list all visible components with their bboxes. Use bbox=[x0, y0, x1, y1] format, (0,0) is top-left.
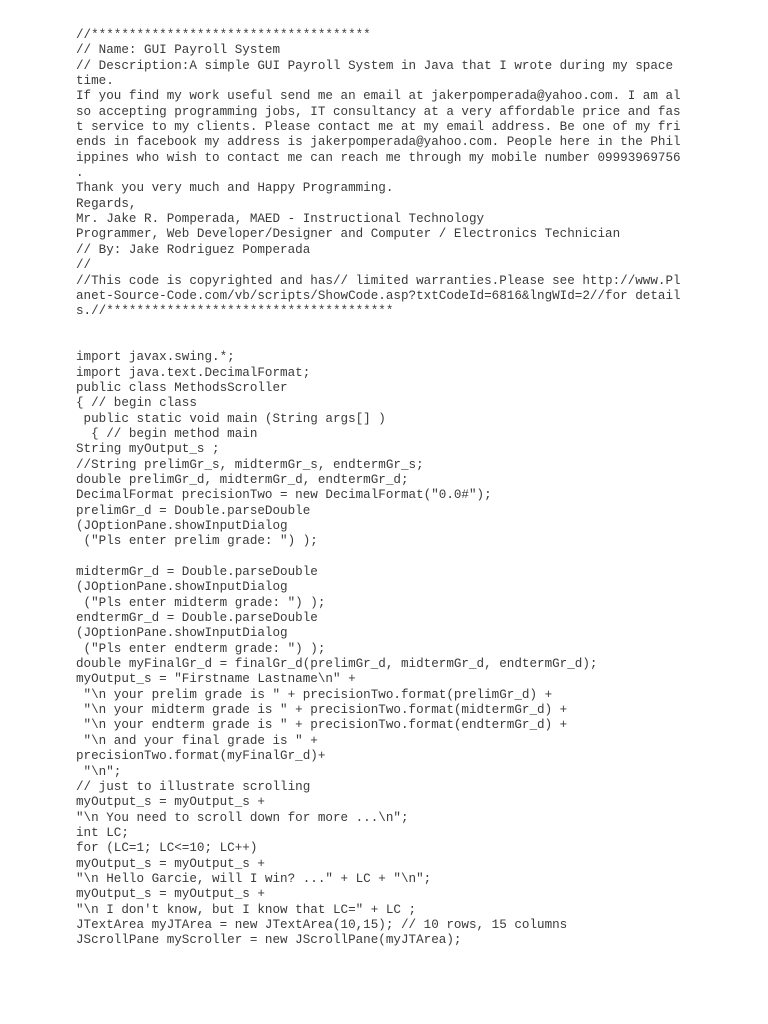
text-line: //This code is copyrighted and has// limited warranties.Please see http://www.Pl bbox=[76, 273, 681, 288]
text-line: Thank you very much and Happy Programming. bbox=[76, 181, 394, 196]
text-line: //String prelimGr_s, midtermGr_s, endtermGr_s; bbox=[76, 457, 424, 472]
text-line: public class MethodsScroller bbox=[76, 380, 288, 395]
text-line: { // begin method main bbox=[76, 426, 258, 441]
header-comment-block bbox=[76, 28, 681, 320]
text-line: ("Pls enter prelim grade: ") ); bbox=[76, 534, 318, 549]
text-line: If you find my work useful send me an email at jakerpomperada@yahoo.com. I am al bbox=[76, 89, 681, 104]
text-line: s.//************************************** bbox=[76, 304, 394, 319]
text-line: import javax.swing.*; bbox=[76, 350, 235, 365]
blank-line bbox=[76, 335, 676, 350]
text-line: int LC; bbox=[76, 825, 129, 840]
text-line: (JOptionPane.showInputDialog bbox=[76, 626, 288, 641]
text-line: t service to my clients. Please contact me at my email address. Be one of my fri bbox=[76, 120, 681, 135]
blank-line bbox=[76, 320, 676, 335]
blank-line bbox=[76, 550, 676, 565]
code-block-imports-and-input bbox=[76, 350, 676, 549]
text-line: String myOutput_s ; bbox=[76, 442, 220, 457]
text-line: Mr. Jake R. Pomperada, MAED - Instructional Technology bbox=[76, 212, 485, 227]
text-line: so accepting programming jobs, IT consultancy at a very affordable price and fas bbox=[76, 104, 681, 119]
text-line: myOutput_s = myOutput_s + bbox=[76, 795, 265, 810]
text-line: // Description:A simple GUI Payroll System in Java that I wrote during my space bbox=[76, 58, 674, 73]
text-line: "\n"; bbox=[76, 764, 122, 779]
text-line: double prelimGr_d, midtermGr_d, endtermGr_d; bbox=[76, 472, 409, 487]
text-line: // By: Jake Rodriguez Pomperada bbox=[76, 242, 311, 257]
text-line: prelimGr_d = Double.parseDouble bbox=[76, 503, 311, 518]
text-line: // Name: GUI Payroll System bbox=[76, 43, 281, 58]
text-line: JScrollPane myScroller = new JScrollPane(myJTArea); bbox=[76, 933, 462, 948]
text-line: precisionTwo.format(myFinalGr_d)+ bbox=[76, 749, 326, 764]
text-line: endtermGr_d = Double.parseDouble bbox=[76, 611, 318, 626]
text-line: DecimalFormat precisionTwo = new DecimalFormat("0.0#"); bbox=[76, 488, 492, 503]
text-line: "\n your endterm grade is " + precisionTwo.format(endtermGr_d) + bbox=[76, 718, 568, 733]
text-line: "\n and your final grade is " + bbox=[76, 733, 318, 748]
text-line: "\n I don't know, but I know that LC=" + LC ; bbox=[76, 902, 417, 917]
text-line: time. bbox=[76, 74, 114, 89]
text-line: ends in facebook my address is jakerpomperada@yahoo.com. People here in the Phil bbox=[76, 135, 681, 150]
text-line: "\n your prelim grade is " + precisionTwo.format(prelimGr_d) + bbox=[76, 687, 553, 702]
text-line: (JOptionPane.showInputDialog bbox=[76, 580, 288, 595]
text-line: JTextArea myJTArea = new JTextArea(10,15); // 10 rows, 15 columns bbox=[76, 917, 568, 932]
text-line: for (LC=1; LC<=10; LC++) bbox=[76, 841, 258, 856]
text-line: ippines who wish to contact me can reach me through my mobile number 09993969756 bbox=[76, 150, 681, 165]
text-line: { // begin class bbox=[76, 396, 197, 411]
code-block-output-and-scroll bbox=[76, 565, 676, 949]
text-line: double myFinalGr_d = finalGr_d(prelimGr_d, midtermGr_d, endtermGr_d); bbox=[76, 657, 598, 672]
text-line: "\n Hello Garcie, will I win? ..." + LC + "\n"; bbox=[76, 871, 432, 886]
text-line: myOutput_s = myOutput_s + bbox=[76, 856, 265, 871]
text-line: //************************************* bbox=[76, 28, 371, 42]
text-line: "\n You need to scroll down for more ...\n"; bbox=[76, 810, 409, 825]
text-line: . bbox=[76, 166, 84, 181]
text-line: ("Pls enter endterm grade: ") ); bbox=[76, 641, 326, 656]
text-line: public static void main (String args[] ) bbox=[76, 411, 386, 426]
text-line: midtermGr_d = Double.parseDouble bbox=[76, 565, 318, 580]
text-line: Programmer, Web Developer/Designer and Computer / Electronics Technician bbox=[76, 227, 621, 242]
text-line: "\n your midterm grade is " + precisionTwo.format(midtermGr_d) + bbox=[76, 703, 568, 718]
text-line: myOutput_s = myOutput_s + bbox=[76, 887, 265, 902]
text-line: // just to illustrate scrolling bbox=[76, 779, 311, 794]
text-line: // bbox=[76, 258, 92, 273]
text-line: anet-Source-Code.com/vb/scripts/ShowCode.asp?txtCodeId=6816&lngWId=2//for detail bbox=[76, 288, 681, 303]
text-line: Regards, bbox=[76, 196, 137, 211]
document-page bbox=[76, 28, 681, 949]
text-line: myOutput_s = "Firstname Lastname\n" + bbox=[76, 672, 356, 687]
text-line: import java.text.DecimalFormat; bbox=[76, 365, 311, 380]
text-line: (JOptionPane.showInputDialog bbox=[76, 519, 288, 533]
text-line: ("Pls enter midterm grade: ") ); bbox=[76, 595, 326, 610]
